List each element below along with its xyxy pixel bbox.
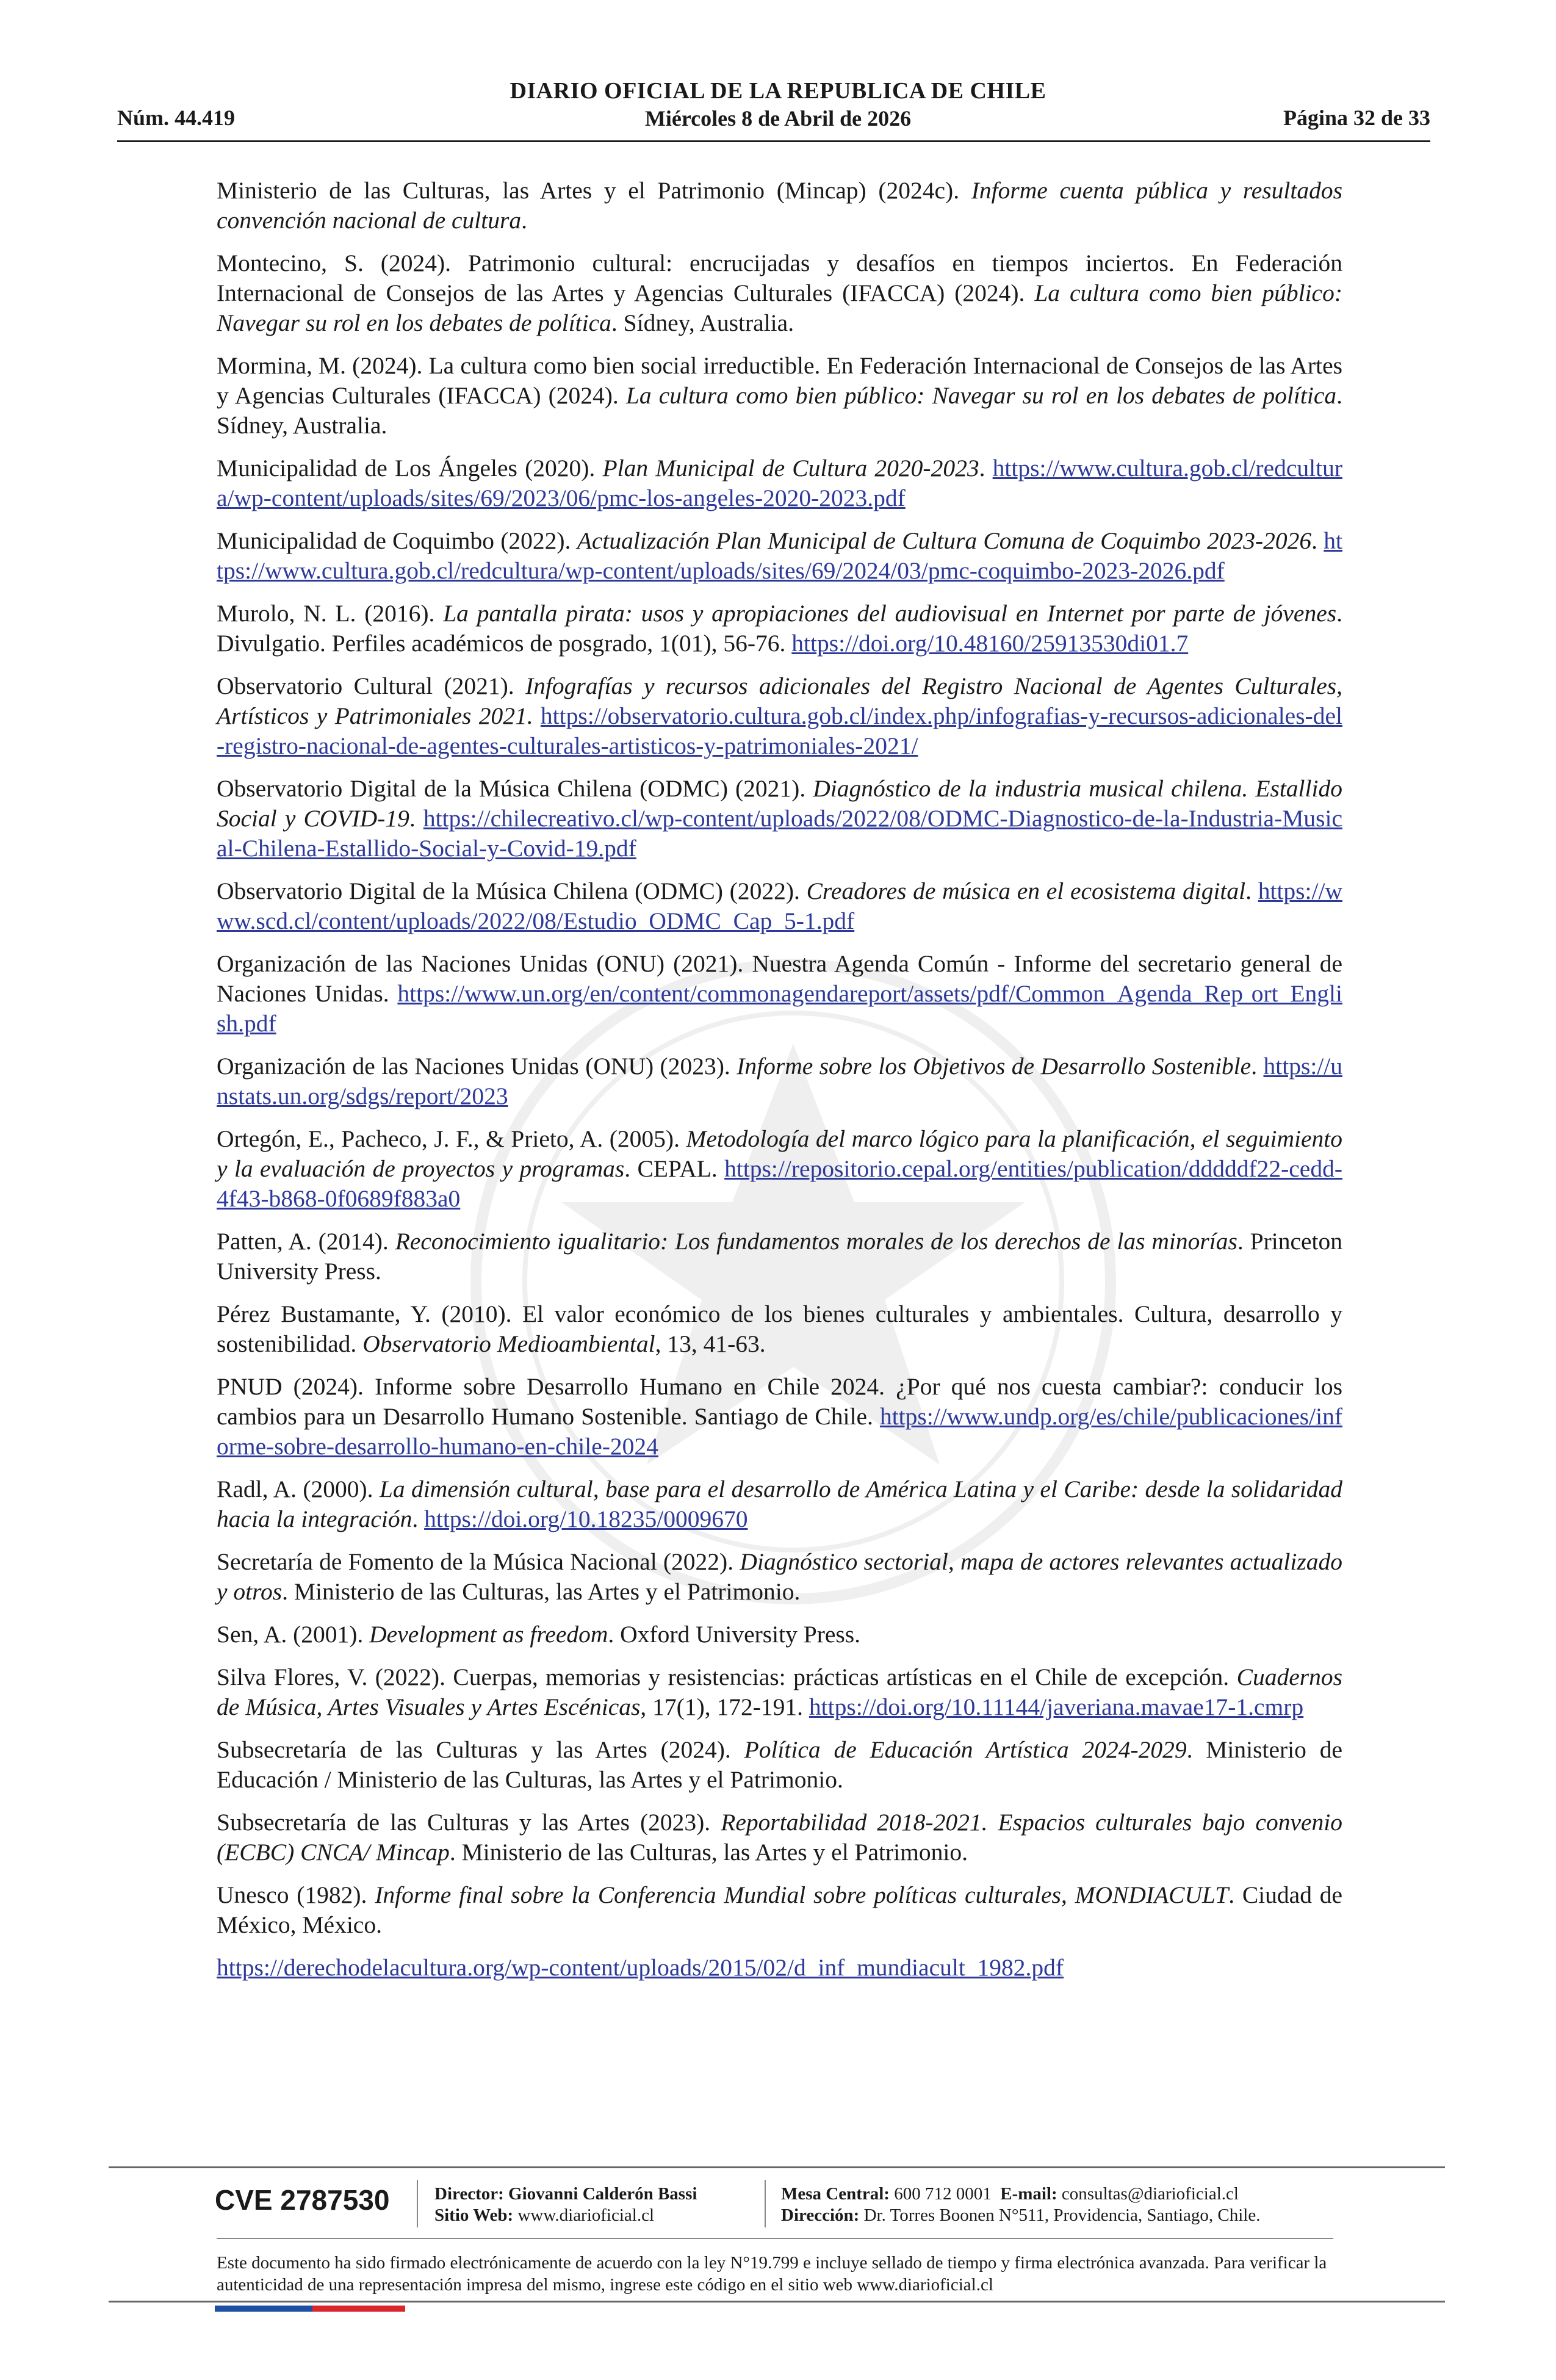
flag-stripe-red bbox=[312, 2306, 405, 2312]
reference-entry bbox=[217, 949, 1342, 1039]
reference-text: Montecino, S. (2024). Patrimonio cultural: encrucijadas y desafíos en tiempos inciertos. En Federación Internacional de Consejos de las Artes y Agencias Culturales (IFACCA) (2024). bbox=[217, 250, 1342, 306]
reference-entry bbox=[217, 1051, 1342, 1111]
reference-text: . Ciudad de México, México. bbox=[217, 1881, 1343, 1938]
reference-text: Sen, A. (2001). bbox=[217, 1621, 370, 1648]
reference-title: Reconocimiento igualitario: Los fundamentos morales de los derechos de las minorías bbox=[395, 1228, 1237, 1255]
reference-title: Creadores de música en el ecosistema digital bbox=[806, 878, 1246, 904]
reference-text: . bbox=[979, 455, 993, 481]
reference-text: Patten, A. (2014). bbox=[217, 1228, 395, 1255]
reference-entry bbox=[217, 1299, 1342, 1359]
footer-divider-top bbox=[109, 2166, 1445, 2168]
reference-title: Observatorio Medioambiental bbox=[362, 1330, 655, 1357]
reference-entry bbox=[217, 1227, 1342, 1286]
reference-text: Murolo, N. L. (2016). bbox=[217, 600, 444, 627]
reference-link[interactable]: https://doi.org/10.11144/javeriana.mavae17-1.cmrp bbox=[809, 1693, 1304, 1720]
reference-title: Metodología del marco lógico para la planificación, el seguimiento y la evaluación de proyectos y programas bbox=[217, 1125, 1342, 1182]
reference-text: , 13, 41-63. bbox=[655, 1330, 766, 1357]
reference-text: . Sídney, Australia. bbox=[217, 382, 1342, 439]
reference-text: Silva Flores, V. (2022). Cuerpas, memorias y resistencias: prácticas artísticas en el Chile de excepción. bbox=[217, 1664, 1237, 1690]
reference-text: . bbox=[521, 207, 527, 234]
issue-date: Miércoles 8 de Abril de 2026 bbox=[644, 106, 912, 131]
reference-entry bbox=[217, 1620, 1342, 1650]
reference-text: . Divulgatio. Perfiles académicos de posgrado, 1(01), 56-76. bbox=[217, 600, 1342, 657]
reference-entry bbox=[217, 1662, 1342, 1722]
page-indicator: Página 32 de 33 bbox=[1283, 106, 1430, 130]
website-label: Sitio Web: bbox=[434, 2205, 514, 2225]
cve-code: CVE 2787530 bbox=[215, 2184, 390, 2216]
reference-entry bbox=[217, 876, 1342, 936]
reference-text: Organización de las Naciones Unidas (ONU) (2021). Nuestra Agenda Común - Informe del secretario general de Naciones Unidas. bbox=[217, 950, 1342, 1007]
reference-text: Observatorio Digital de la Música Chilena (ODMC) (2021). bbox=[217, 775, 813, 802]
reference-text: Municipalidad de Los Ángeles (2020). bbox=[217, 455, 603, 481]
reference-text: Observatorio Cultural (2021). bbox=[217, 673, 526, 699]
reference-link[interactable]: https://www.scd.cl/content/uploads/2022/08/Estudio_ODMC_Cap_5-1.pdf bbox=[217, 878, 1342, 934]
reference-entry bbox=[217, 1880, 1342, 1940]
reference-entry bbox=[217, 1808, 1342, 1867]
reference-text: Subsecretaría de las Culturas y las Artes (2024). bbox=[217, 1736, 744, 1763]
reference-text: . Princeton University Press. bbox=[217, 1228, 1342, 1285]
reference-text bbox=[533, 702, 541, 729]
reference-title: Diagnóstico de la industria musical chilena. Estallido Social y COVID-19 bbox=[217, 775, 1342, 832]
email-address[interactable]: consultas@diarioficial.cl bbox=[1061, 2184, 1239, 2204]
reference-items bbox=[217, 176, 1342, 1940]
reference-text: . Oxford University Press. bbox=[608, 1621, 861, 1648]
mesa-phone: 600 712 0001 bbox=[894, 2184, 992, 2204]
reference-text: Radl, A. (2000). bbox=[217, 1476, 380, 1502]
reference-link[interactable]: https://www.cultura.gob.cl/redcultura/wp-content/uploads/sites/69/2023/06/pmc-los-angeles-2020-2023.pdf bbox=[217, 455, 1343, 511]
reference-text: Ministerio de las Culturas, las Artes y el Patrimonio (Mincap) (2024c). bbox=[217, 177, 971, 204]
reference-text: . bbox=[1245, 878, 1258, 904]
reference-title: Cuadernos de Música, Artes Visuales y Artes Escénicas bbox=[217, 1664, 1342, 1720]
reference-title: Actualización Plan Municipal de Cultura Comuna de Coquimbo 2023-2026 bbox=[577, 527, 1312, 554]
reference-entry bbox=[217, 671, 1342, 761]
reference-text: Organización de las Naciones Unidas (ONU) (2023). bbox=[217, 1053, 737, 1080]
director-label: Director: bbox=[434, 2184, 504, 2204]
reference-text: Unesco (1982). bbox=[217, 1881, 375, 1908]
footer-divider-mid bbox=[217, 2238, 1333, 2239]
reference-text: . Sídney, Australia. bbox=[611, 309, 794, 336]
reference-title: La cultura como bien público: Navegar su rol en los debates de política bbox=[625, 382, 1337, 409]
reference-entry bbox=[217, 1547, 1342, 1607]
reference-list bbox=[217, 176, 1342, 1983]
reference-link[interactable]: https://www.cultura.gob.cl/redcultura/wp-content/uploads/sites/69/2024/03/pmc-coquimbo-2023-2026.pdf bbox=[217, 527, 1343, 584]
reference-title: Informe cuenta pública y resultados convención nacional de cultura bbox=[217, 177, 1342, 234]
reference-title: Informe sobre los Objetivos de Desarrollo Sostenible bbox=[737, 1053, 1252, 1080]
email-label: E-mail: bbox=[1000, 2184, 1057, 2204]
reference-link[interactable]: https://derechodelacultura.org/wp-content/uploads/2015/02/d_inf_mundiacult_1982.pdf bbox=[217, 1954, 1064, 1981]
reference-title: Diagnóstico sectorial, mapa de actores relevantes actualizado y otros bbox=[217, 1548, 1342, 1605]
reference-entry bbox=[217, 774, 1342, 864]
reference-text: Subsecretaría de las Culturas y las Artes (2023). bbox=[217, 1809, 721, 1836]
reference-link[interactable]: https://www.un.org/en/content/commonagendareport/assets/pdf/Common_Agenda_Rep ort_English.pdf bbox=[217, 980, 1342, 1037]
reference-entry bbox=[217, 526, 1342, 586]
reference-text: PNUD (2024). Informe sobre Desarrollo Humano en Chile 2024. ¿Por qué nos cuesta cambiar?: conducir los cambios para un Desarrollo Humano Sostenible. Santiago de Chile. bbox=[217, 1373, 1342, 1430]
website-url[interactable]: www.diarioficial.cl bbox=[517, 2205, 655, 2225]
reference-entry bbox=[217, 1124, 1342, 1214]
reference-entry bbox=[217, 176, 1342, 236]
reference-text: Secretaría de Fomento de la Música Nacional (2022). bbox=[217, 1548, 740, 1575]
reference-text: Mormina, M. (2024). La cultura como bien social irreductible. En Federación Internacional de Consejos de las Artes y Agencias Culturales (IFACCA) (2024). bbox=[217, 352, 1342, 409]
reference-title: La cultura como bien público: Navegar su rol en los debates de política bbox=[217, 279, 1342, 336]
reference-text: . bbox=[412, 1506, 425, 1532]
flag-stripe-blue bbox=[215, 2306, 312, 2312]
reference-title: Development as freedom bbox=[369, 1621, 608, 1648]
reference-title: La dimensión cultural, base para el desarrollo de América Latina y el Caribe: desde la solidaridad hacia la integración bbox=[217, 1476, 1342, 1532]
reference-link[interactable]: https://observatorio.cultura.gob.cl/index.php/infografias-y-recursos-adicionales-del-registro-nacional-de-agentes-culturales-artisticos-y-patrimoniales-2021/ bbox=[217, 702, 1342, 759]
reference-link[interactable]: https://www.undp.org/es/chile/publicaciones/informe-sobre-desarrollo-humano-en-chile-2024 bbox=[217, 1403, 1342, 1460]
reference-text: . Ministerio de Educación / Ministerio de las Culturas, las Artes y el Patrimonio. bbox=[217, 1736, 1342, 1793]
reference-link[interactable]: https://doi.org/10.48160/25913530di01.7 bbox=[791, 630, 1189, 657]
reference-text: Pérez Bustamante, Y. (2010). El valor económico de los bienes culturales y ambientales. Cultura, desarrollo y sostenibilidad. bbox=[217, 1300, 1342, 1357]
reference-title: Reportabilidad 2018-2021. Espacios culturales bajo convenio (ECBC) CNCA/ Mincap bbox=[217, 1809, 1342, 1866]
reference-text: . bbox=[1311, 527, 1324, 554]
footer-separator bbox=[765, 2180, 766, 2227]
reference-entry bbox=[217, 599, 1342, 658]
reference-text: . Ministerio de las Culturas, las Artes y el Patrimonio. bbox=[449, 1839, 968, 1866]
issue-number: Núm. 44.419 bbox=[117, 106, 236, 130]
reference-text: Municipalidad de Coquimbo (2022). bbox=[217, 527, 577, 554]
reference-text: , 17(1), 172-191. bbox=[640, 1693, 809, 1720]
footer-director-block bbox=[434, 2183, 697, 2226]
reference-title: Infografías y recursos adicionales del Registro Nacional de Agentes Culturales, Artísticos y Patrimoniales 2021. bbox=[217, 673, 1343, 729]
legal-notice: Este documento ha sido firmado electrónicamente de acuerdo con la ley N°19.799 e incluye sellado de tiempo y firma electrónica avanzada. Para verificar la autenticidad de una representación impresa del mismo, ingrese este código en el sitio web www.diarioficial.cl bbox=[217, 2253, 1327, 2295]
director-name: Giovanni Calderón Bassi bbox=[508, 2184, 697, 2204]
address-label: Dirección: bbox=[781, 2205, 860, 2225]
footer-separator bbox=[417, 2180, 418, 2227]
reference-entry bbox=[217, 1735, 1342, 1795]
newspaper-title: DIARIO OFICIAL DE LA REPUBLICA DE CHILE bbox=[510, 78, 1046, 104]
reference-link[interactable]: https://chilecreativo.cl/wp-content/uploads/2022/08/ODMC-Diagnostico-de-la-Industria-Musical-Chilena-Estallido-Social-y-Covid-19.pdf bbox=[217, 805, 1342, 862]
reference-entry bbox=[217, 1474, 1342, 1534]
reference-text: . Ministerio de las Culturas, las Artes y el Patrimonio. bbox=[282, 1578, 801, 1605]
reference-text: . bbox=[1251, 1053, 1264, 1080]
footer-contact-block bbox=[781, 2183, 1260, 2226]
reference-title: La pantalla pirata: usos y apropiaciones del audiovisual en Internet por parte de jóvenes bbox=[443, 600, 1337, 627]
reference-link[interactable]: https://repositorio.cepal.org/entities/publication/dddddf22-cedd-4f43-b868-0f0689f883a0 bbox=[217, 1155, 1342, 1212]
reference-text: . CEPAL. bbox=[624, 1155, 725, 1182]
header-divider bbox=[117, 140, 1430, 142]
reference-text: Observatorio Digital de la Música Chilena (ODMC) (2022). bbox=[217, 878, 807, 904]
reference-title: Política de Educación Artística 2024-2029 bbox=[744, 1736, 1187, 1763]
reference-entry bbox=[217, 351, 1342, 441]
reference-title: Plan Municipal de Cultura 2020-2023 bbox=[602, 455, 979, 481]
reference-text: Ortegón, E., Pacheco, J. F., & Prieto, A. (2005). bbox=[217, 1125, 686, 1152]
reference-link[interactable]: https://unstats.un.org/sdgs/report/2023 bbox=[217, 1053, 1342, 1109]
footer-divider-bottom bbox=[109, 2301, 1445, 2302]
mesa-label: Mesa Central: bbox=[781, 2184, 890, 2204]
address-value: Dr. Torres Boonen N°511, Providencia, Santiago, Chile. bbox=[863, 2205, 1261, 2225]
reference-link[interactable]: https://doi.org/10.18235/0009670 bbox=[424, 1506, 748, 1532]
reference-entry bbox=[217, 248, 1342, 338]
reference-text: . bbox=[409, 805, 423, 832]
reference-entry bbox=[217, 1372, 1342, 1462]
reference-title: Informe final sobre la Conferencia Mundial sobre políticas culturales, MONDIACULT bbox=[375, 1881, 1229, 1908]
reference-entry bbox=[217, 453, 1342, 513]
